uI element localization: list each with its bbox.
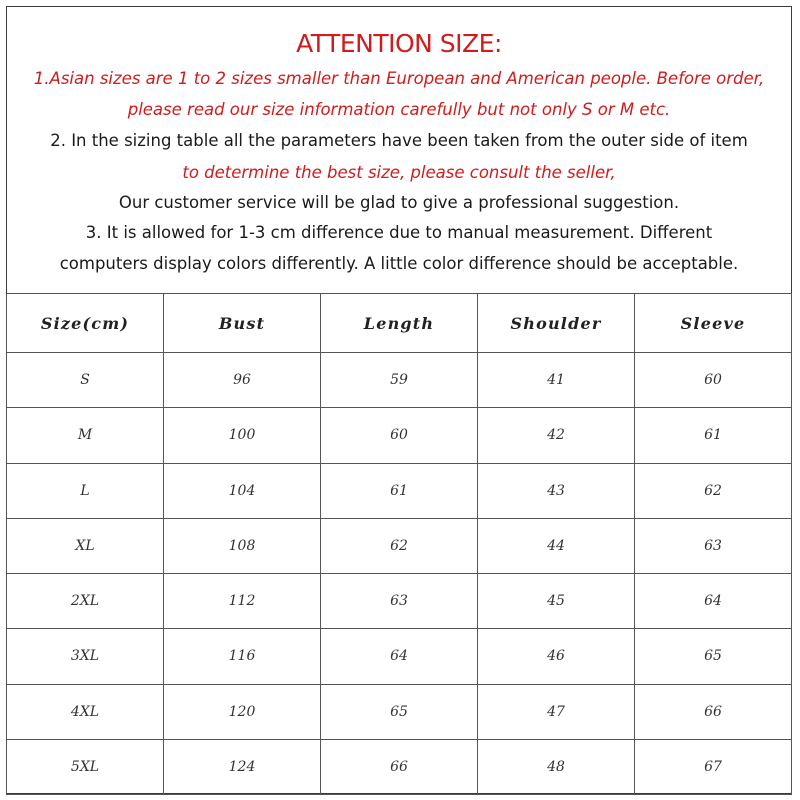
table-row: [7, 463, 792, 518]
cell-bust: 100: [164, 408, 321, 463]
cell-sleeve: 67: [635, 739, 792, 794]
cell-length: 63: [321, 574, 478, 629]
cell-bust: 112: [164, 574, 321, 629]
notice-line-1: 1.Asian sizes are 1 to 2 sizes smaller than European and American people. Before order,: [33, 69, 765, 88]
header-bust: Bust: [164, 294, 321, 353]
cell-length: 66: [321, 739, 478, 794]
cell-length: 64: [321, 629, 478, 684]
cell-bust: 116: [164, 629, 321, 684]
size-chart-frame: [6, 6, 792, 794]
cell-shoulder: 43: [478, 463, 635, 518]
cell-size: L: [7, 463, 164, 518]
cell-sleeve: 64: [635, 574, 792, 629]
cell-shoulder: 42: [478, 408, 635, 463]
cell-size: 4XL: [7, 684, 164, 739]
cell-bust: 124: [164, 739, 321, 794]
cell-length: 61: [321, 463, 478, 518]
header-length: Length: [321, 294, 478, 353]
header-shoulder: Shoulder: [478, 294, 635, 353]
cell-sleeve: 63: [635, 518, 792, 573]
cell-bust: 104: [164, 463, 321, 518]
cell-shoulder: 48: [478, 739, 635, 794]
header-size: Size(cm): [7, 294, 164, 353]
notice-line-3: 2. In the sizing table all the parameters have been taken from the outer side of item: [50, 131, 748, 150]
size-table: [6, 293, 792, 795]
notice-title: ATTENTION SIZE:: [296, 29, 502, 58]
notice-line-7: computers display colors differently. A little color difference should be acceptable.: [59, 254, 739, 273]
cell-bust: 96: [164, 353, 321, 408]
cell-size: M: [7, 408, 164, 463]
notice-line-2: please read our size information carefully but not only S or M etc.: [127, 100, 671, 119]
cell-length: 60: [321, 408, 478, 463]
cell-shoulder: 44: [478, 518, 635, 573]
header-sleeve: Sleeve: [635, 294, 792, 353]
cell-sleeve: 66: [635, 684, 792, 739]
cell-size: 2XL: [7, 574, 164, 629]
table-row: [7, 684, 792, 739]
notice-line-5: Our customer service will be glad to give a professional suggestion.: [118, 193, 680, 212]
notice-line-6: 3. It is allowed for 1-3 cm difference due to manual measurement. Different: [85, 223, 713, 242]
cell-size: XL: [7, 518, 164, 573]
table-row: [7, 739, 792, 794]
cell-bust: 120: [164, 684, 321, 739]
cell-shoulder: 46: [478, 629, 635, 684]
table-header-row: [7, 294, 792, 353]
cell-sleeve: 65: [635, 629, 792, 684]
cell-sleeve: 61: [635, 408, 792, 463]
cell-size: 3XL: [7, 629, 164, 684]
cell-sleeve: 60: [635, 353, 792, 408]
table-row: [7, 574, 792, 629]
cell-length: 62: [321, 518, 478, 573]
cell-bust: 108: [164, 518, 321, 573]
cell-size: S: [7, 353, 164, 408]
cell-shoulder: 41: [478, 353, 635, 408]
table-row: [7, 629, 792, 684]
table-row: [7, 518, 792, 573]
cell-length: 59: [321, 353, 478, 408]
table-row: [7, 408, 792, 463]
attention-notice: [7, 7, 791, 293]
cell-shoulder: 47: [478, 684, 635, 739]
cell-sleeve: 62: [635, 463, 792, 518]
cell-size: 5XL: [7, 739, 164, 794]
table-row: [7, 353, 792, 408]
notice-line-4: to determine the best size, please consult the seller,: [182, 163, 616, 182]
cell-shoulder: 45: [478, 574, 635, 629]
cell-length: 65: [321, 684, 478, 739]
